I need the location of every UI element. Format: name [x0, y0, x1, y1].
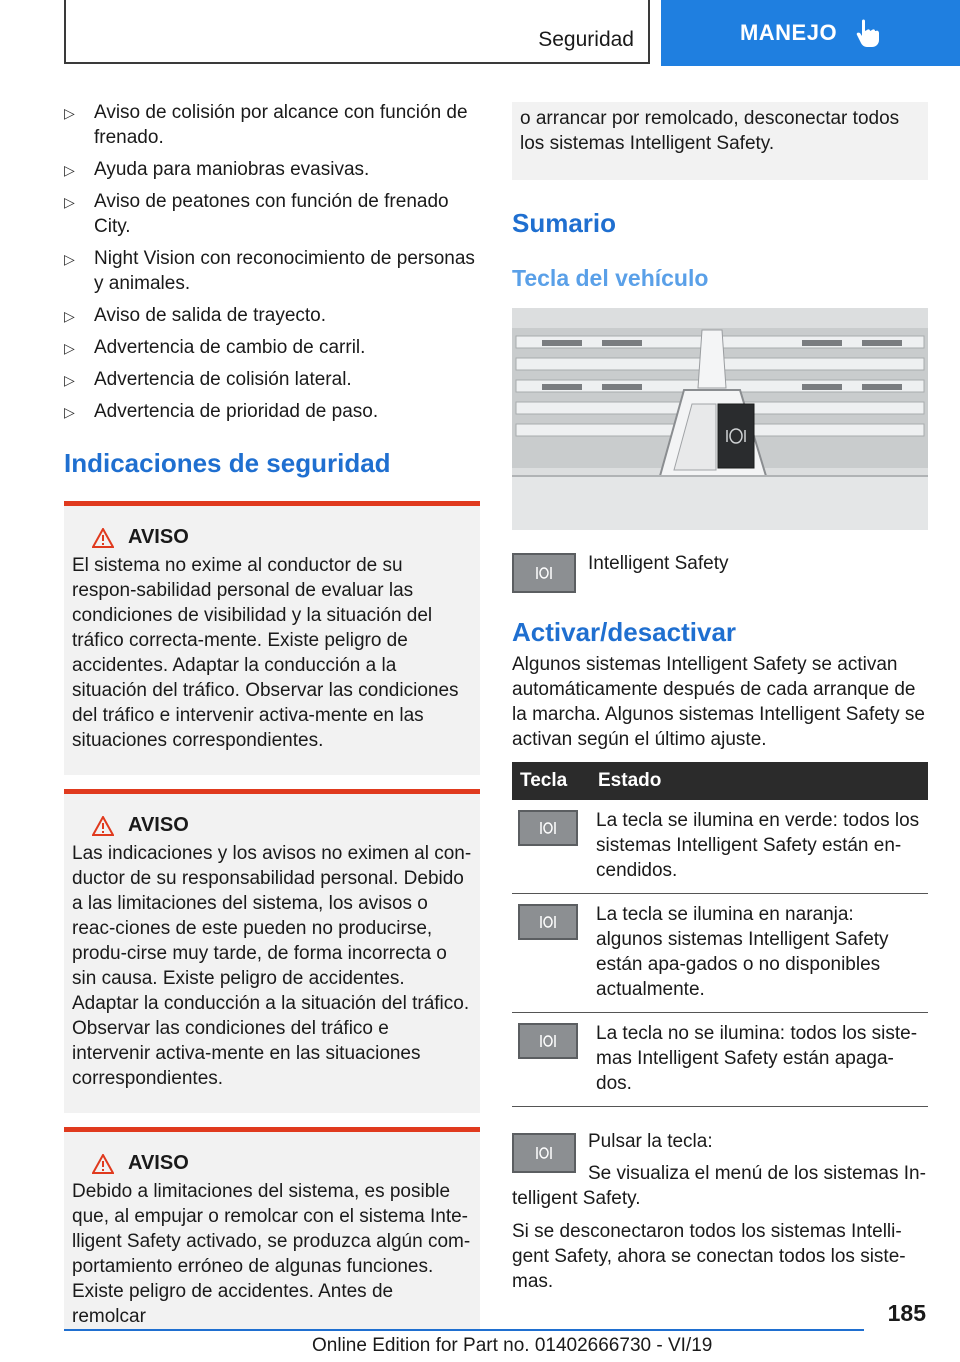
summary-heading: Sumario: [512, 208, 617, 238]
bullet-triangle-icon: ▷: [64, 372, 75, 388]
vehicle-key-heading: Tecla del vehículo: [512, 265, 709, 291]
table-header-row: [512, 762, 928, 800]
press-result: Se visualiza el menú de los sistemas In‐telligent Safety.: [512, 1163, 926, 1209]
left-column: [64, 100, 480, 1343]
right-column: [512, 102, 928, 1294]
final-text: Si se desconectaron todos los sistemas Intelli‐gent Safety, ahora se conectan todos los siste‐mas.: [512, 1221, 906, 1292]
state-text: La tecla no se ilumina: todos los siste‐mas Intelligent Safety están apaga‐dos.: [590, 1013, 928, 1107]
warning-triangle-icon: [92, 528, 114, 548]
column-header-key: Tecla: [512, 762, 590, 800]
bullet-triangle-icon: ▷: [64, 340, 75, 356]
list-item: ▷ Aviso de peatones con función de frenado City.: [64, 191, 449, 237]
footer-divider: [64, 1329, 864, 1331]
key-caption: Intelligent Safety: [588, 553, 729, 574]
state-text: La tecla se ilumina en verde: todos los sistemas Intelligent Safety están en‐cendidos.: [590, 800, 928, 894]
warning-title: AVISO: [128, 1152, 189, 1174]
list-item: ▷ Advertencia de colisión lateral.: [64, 367, 480, 392]
state-text: La tecla se ilumina en naranja: algunos sistemas Intelligent Safety están apa‐gados o no disponibles actualmente.: [590, 894, 928, 1013]
warning-triangle-icon: [92, 1154, 114, 1174]
bullet-triangle-icon: ▷: [64, 308, 75, 324]
bullet-triangle-icon: ▷: [64, 251, 75, 267]
intelligent-safety-button[interactable]: [512, 553, 576, 593]
bullet-triangle-icon: ▷: [64, 194, 75, 210]
vehicle-key-photo: [512, 308, 928, 530]
activate-text: Algunos sistemas Intelligent Safety se activan automáticamente después de cada arranque de la marcha. Algunos sistemas Intelligent Safety se activan según el último ajuste.: [512, 654, 925, 750]
edition-note: Online Edition for Part no. 01402666730 - VI/19: [312, 1335, 713, 1356]
hand-pointer-icon: [855, 18, 881, 48]
chapter-label: MANEJO: [739, 20, 838, 45]
feature-list: [64, 100, 480, 424]
bullet-triangle-icon: ▷: [64, 105, 75, 121]
column-header-state: Estado: [590, 762, 928, 800]
list-item: ▷ Ayuda para maniobras evasivas.: [64, 157, 480, 182]
intelligent-safety-button[interactable]: [512, 1133, 576, 1173]
warning-box: [64, 1127, 480, 1331]
list-item: ▷ Advertencia de prioridad de paso.: [64, 399, 480, 424]
key-orange-icon: [518, 904, 578, 940]
safety-heading: Indicaciones de seguridad: [64, 448, 391, 478]
warning-text: Las indicaciones y los avisos no eximen al con‐ductor de su responsabilidad personal. Debido a las limitaciones del sistema, los avisos o reac‐ciones de este pueden no producirse, produ‐cirse muy tarde, de forma incorrecta o sin causa. Existe peligro de accidentes. Adaptar la conducción a la situación del tráfico. Observar las condiciones del tráfico e intervenir activa‐mente en las situaciones correspondientes.: [72, 843, 472, 1089]
warning-triangle-icon: [92, 816, 114, 836]
intelligent-safety-icon: [536, 1144, 552, 1162]
list-item: ▷ Aviso de salida de trayecto.: [64, 303, 480, 328]
key-legend: [512, 553, 928, 593]
press-label: Pulsar la tecla:: [588, 1131, 713, 1152]
warning-title: AVISO: [128, 526, 189, 548]
chapter-tab[interactable]: [661, 0, 960, 66]
key-green-icon: [518, 810, 578, 846]
table-row: [512, 800, 928, 894]
bullet-triangle-icon: ▷: [64, 404, 75, 420]
header-frame: [64, 0, 650, 64]
list-item: ▷ Aviso de colisión por alcance con función de frenado.: [64, 102, 468, 148]
warning-text: El sistema no exime al conductor de su respon‐sabilidad personal de evaluar las condiciones de visibilidad y la situación del tráfico correcta‐mente. Existe peligro de accidentes. Adaptar la conducción a la situación del tráfico. Observar las condiciones del tráfico e intervenir activa‐mente en las situaciones correspondientes.: [72, 555, 459, 751]
list-item: ▷ Night Vision con reconocimiento de personas y animales.: [64, 248, 475, 294]
page-number: 185: [887, 1300, 926, 1326]
warning-box: [64, 501, 480, 775]
table-row: [512, 1013, 928, 1107]
section-title: Seguridad: [538, 28, 634, 51]
warning-box: [64, 789, 480, 1113]
warning-title: AVISO: [128, 814, 189, 836]
key-states-table: [512, 762, 928, 1107]
table-row: [512, 894, 928, 1013]
list-item: ▷ Advertencia de cambio de carril.: [64, 335, 480, 360]
warning-continuation: o arrancar por remolcado, desconectar todos los sistemas Intelligent Safety.: [512, 102, 928, 180]
warning-text: Debido a limitaciones del sistema, es posible que, al empujar o remolcar con el sistema Inte‐lligent Safety activado, se produzca algún com‐portamiento erróneo de algunas funciones. Existe peligro de accidentes. Antes de remolcar: [72, 1181, 471, 1327]
key-off-icon: [518, 1023, 578, 1059]
bullet-triangle-icon: ▷: [64, 162, 75, 178]
activate-heading: Activar/desactivar: [512, 617, 737, 647]
intelligent-safety-icon: [536, 564, 552, 582]
